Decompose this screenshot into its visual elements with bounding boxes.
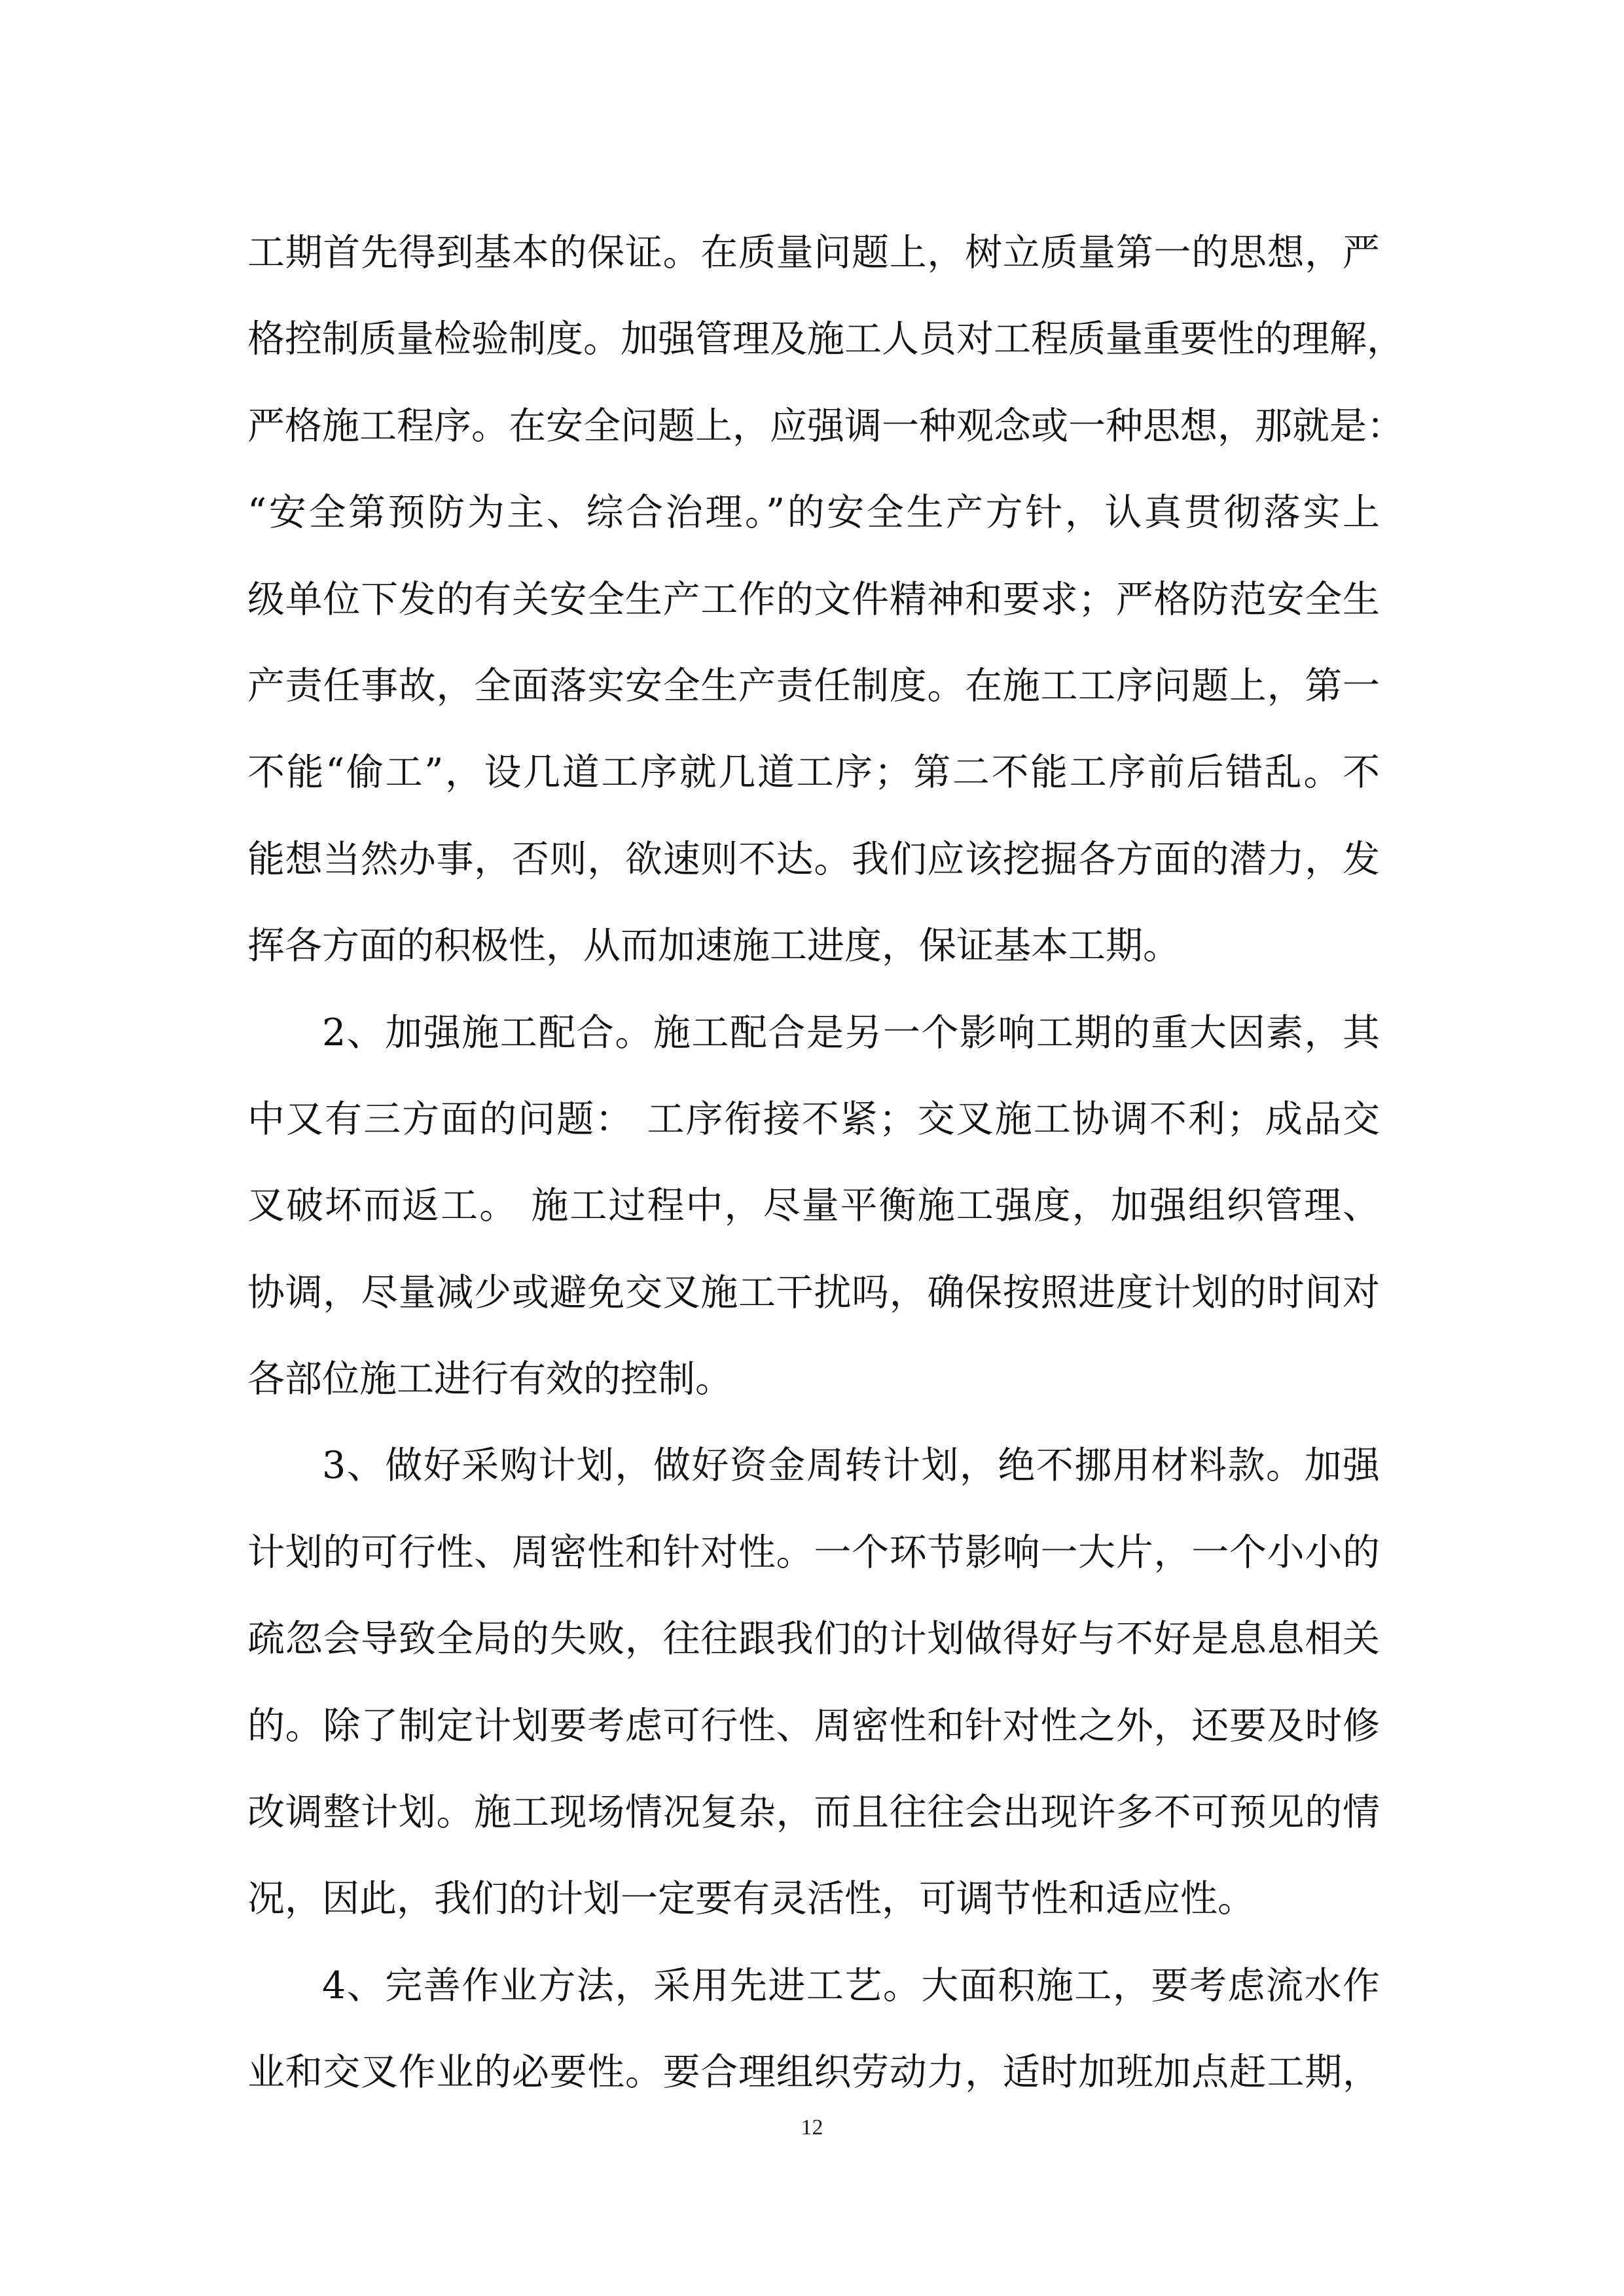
text-line: 3、做好采购计划，做好资金周转计划，绝不挪用材料款。加强 [322, 1444, 1380, 1488]
text-line: 改调整计划。施工现场情况复杂，而且往往会出现许多不可预见的情 [247, 1791, 1380, 1835]
text-line: 协调，尽量减少或避免交叉施工干扰吗，确保按照进度计划的时间对 [247, 1270, 1380, 1314]
text-line: 疏忽会导致全局的失败，往往跟我们的计划做得好与不好是息息相关 [247, 1617, 1380, 1661]
text-line: 格控制质量检验制度。加强管理及施工人员对工程质量重要性的理解， [247, 317, 1404, 361]
body-text [247, 209, 1404, 2116]
text-line: 2、加强施工配合。施工配合是另一个影响工期的重大因素，其 [322, 1011, 1380, 1054]
text-line: 4、完善作业方法，采用先进工艺。大面积施工，要考虑流水作 [322, 1964, 1380, 2007]
text-line: 能想当然办事，否则，欲速则不达。我们应该挖掘各方面的潜力，发 [247, 837, 1380, 881]
text-line: 级单位下发的有关安全生产工作的文件精神和要求；严格防范安全生 [247, 577, 1380, 621]
text-line: 严格施工程序。在安全问题上，应强调一种观念或一种思想，那就是： [247, 404, 1404, 448]
text-line: 计划的可行性、周密性和针对性。一个环节影响一大片，一个小小的 [247, 1530, 1380, 1574]
text-line: 不能“偷工”，设几道工序就几道工序；第二不能工序前后错乱。不 [247, 751, 1380, 795]
text-line: “安全第预防为主、综合治理。”的安全生产方针，认真贯彻落实上 [247, 491, 1380, 535]
text-line: 挥各方面的积极性，从而加速施工进度，保证基本工期。 [247, 924, 1180, 968]
text-line: 的。除了制定计划要考虑可行性、周密性和针对性之外，还要及时修 [247, 1704, 1380, 1748]
text-line: 各部位施工进行有效的控制。 [247, 1357, 732, 1401]
text-line: 业和交叉作业的必要性。要合理组织劳动力，适时加班加点赶工期， [247, 2051, 1380, 2094]
text-line: 工期首先得到基本的保证。在质量问题上，树立质量第一的思想，严 [247, 231, 1380, 274]
text-line: 况，因此，我们的计划一定要有灵活性，可调节性和适应性。 [247, 1877, 1255, 1921]
text-line: 中又有三方面的问题： 工序衔接不紧；交叉施工协调不利；成品交 [247, 1097, 1380, 1141]
text-line: 产责任事故，全面落实安全生产责任制度。在施工工序问题上，第一 [247, 664, 1380, 708]
text-line: 叉破坏而返工。 施工过程中，尽量平衡施工强度，加强组织管理、 [247, 1184, 1380, 1228]
page-number: 12 [801, 2115, 823, 2140]
